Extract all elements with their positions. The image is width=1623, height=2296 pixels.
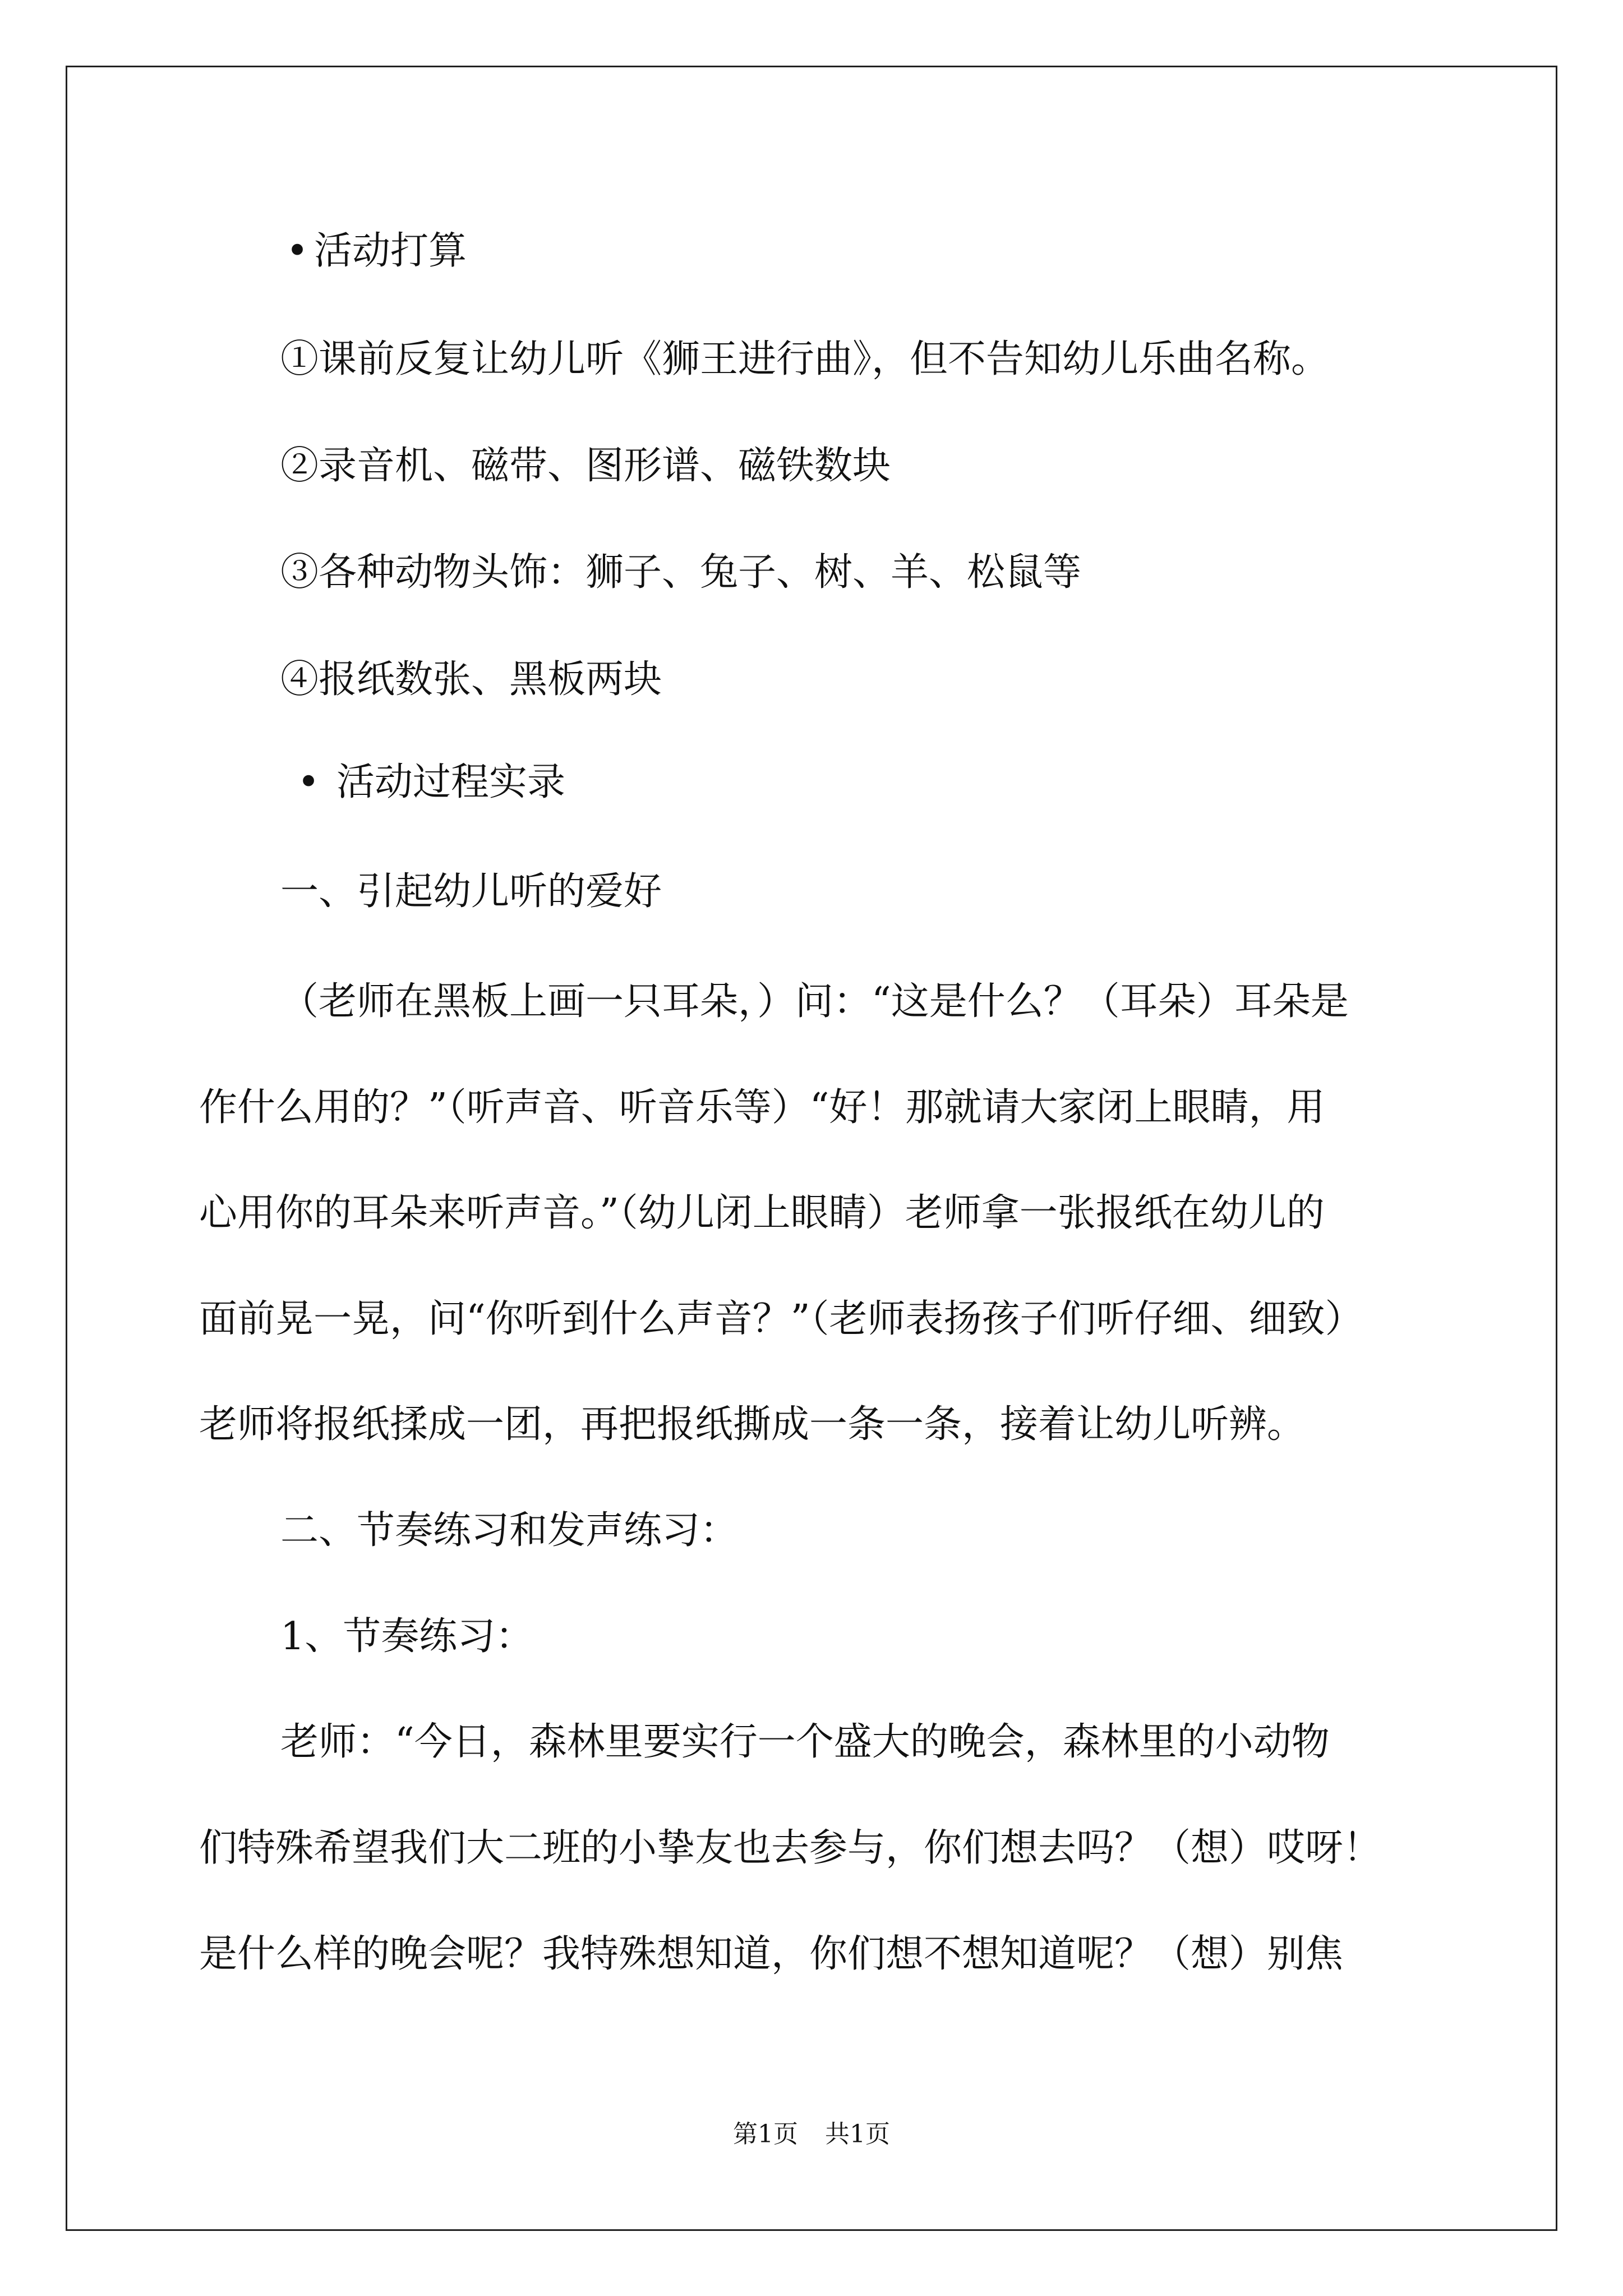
paragraph-line: ①课前反复让幼儿听《狮王进行曲》，但不告知幼儿乐曲名称。 <box>280 337 1330 381</box>
paragraph-line: （老师在黑板上画一只耳朵，）问：“这是什么？（耳朵）耳朵是 <box>280 979 1349 1024</box>
bullet-dot: • <box>285 229 309 273</box>
paragraph-line: ③各种动物头饰：狮子、兔子、树、羊、松鼠等 <box>280 550 1082 595</box>
paragraph-line: 老师：“今日，森林里要实行一个盛大的晚会，森林里的小动物 <box>280 1720 1330 1764</box>
page-number: 第1页 <box>733 2120 798 2148</box>
bullet-dot: • <box>297 760 320 804</box>
section-heading-preparation: • 活动打算 <box>280 223 467 279</box>
subheading: 一、引起幼儿听的爱好 <box>280 869 662 914</box>
paragraph-line: 面前晃一晃，问“你听到什么声音？”（老师表扬孩子们听仔细、细致） <box>199 1297 1363 1341</box>
section-heading-process: • 活动过程实录 <box>280 754 565 811</box>
subheading: 二、节奏练习和发声练习： <box>280 1508 739 1553</box>
paragraph-line: 是什么样的晚会呢？我特殊想知道，你们想不想知道呢？（想）别焦 <box>199 1932 1344 1976</box>
paragraph-line: 老师将报纸揉成一团，再把报纸撕成一条一条，接着让幼儿听辨。 <box>199 1402 1306 1447</box>
page-total: 共1页 <box>825 2120 890 2148</box>
paragraph-line: 们特殊希望我们大二班的小挚友也去参与，你们想去吗？（想）哎呀！ <box>199 1826 1382 1870</box>
paragraph-line: 作什么用的？”（听声音、听音乐等）“好！那就请大家闭上眼睛，用 <box>199 1085 1325 1130</box>
paragraph-line: ④报纸数张、黑板两块 <box>280 657 662 702</box>
paragraph-line: 心用你的耳朵来听声音。”（幼儿闭上眼睛）老师拿一张报纸在幼儿的 <box>199 1191 1325 1235</box>
paragraph-line: ②录音机、磁带、图形谱、磁铁数块 <box>280 444 891 488</box>
page-border <box>66 66 1557 2231</box>
page-footer <box>0 2118 1623 2151</box>
subheading: 1、节奏练习： <box>280 1614 534 1659</box>
